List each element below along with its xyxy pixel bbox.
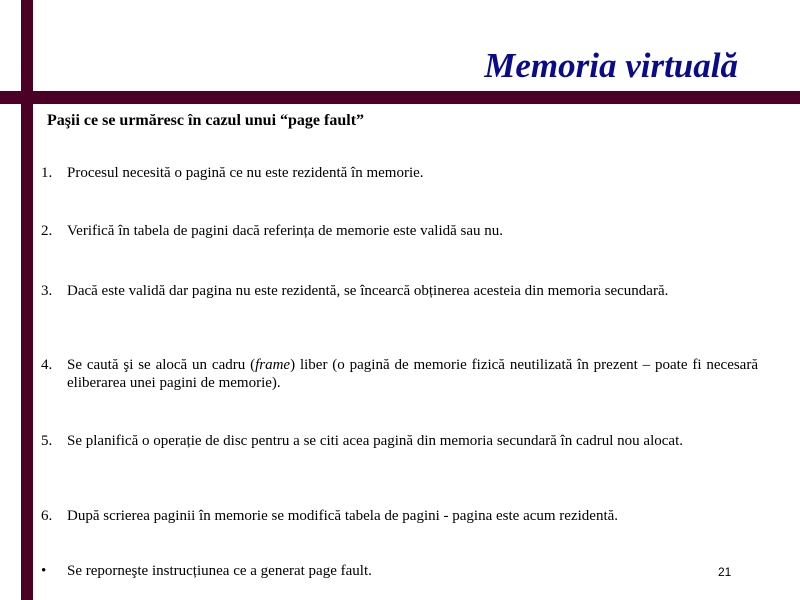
list-marker: 3. <box>41 283 53 299</box>
list-item-text: Se planifică o operație de disc pentru a se citi acea pagină din memoria secundară în cadrul nou alocat. <box>67 433 683 449</box>
slide-subtitle: Paşii ce se urmăresc în cazul unui “page fault” <box>47 112 365 129</box>
left-accent-bar <box>21 0 33 600</box>
text-part: ) liber (o pagină de memorie fizică neutilizată în prezent – poate fi necesară eliberarea unei pagini de memorie). <box>67 357 758 391</box>
list-marker: 4. <box>41 357 53 373</box>
italic-term: frame <box>255 357 291 373</box>
list-item-text <box>67 356 758 392</box>
list-item-text: Verifică în tabela de pagini dacă referința de memorie este validă sau nu. <box>67 223 504 239</box>
list-item-text: Dacă este validă dar pagina nu este rezidentă, se încearcă obținerea acesteia din memoria secundară. <box>67 283 669 299</box>
page-number: 21 <box>718 565 732 579</box>
list-item-step-1 <box>41 164 758 182</box>
list-item-step-5 <box>41 432 758 450</box>
list-item-step-6 <box>41 507 758 525</box>
list-marker: 5. <box>41 433 53 449</box>
list-item-step-4 <box>41 356 758 392</box>
list-item-step-3 <box>41 282 758 300</box>
list-marker: 2. <box>41 223 53 239</box>
list-item-text: Procesul necesită o pagină ce nu este rezidentă în memorie. <box>67 165 424 181</box>
list-marker: 6. <box>41 508 53 524</box>
list-item-text: După scrierea paginii în memorie se modifică tabela de pagini - pagina este acum rezidentă. <box>67 508 619 524</box>
slide-title: Memoria virtuală <box>484 46 738 85</box>
list-item-bullet <box>41 562 758 580</box>
list-item-step-2 <box>41 222 758 240</box>
bullet-marker: • <box>41 563 47 579</box>
list-marker: 1. <box>41 165 53 181</box>
list-item-text: Se reporneşte instrucțiunea ce a generat page fault. <box>67 563 372 579</box>
title-divider-bar <box>0 91 800 104</box>
text-part: Se caută şi se alocă un cadru ( <box>67 357 256 373</box>
